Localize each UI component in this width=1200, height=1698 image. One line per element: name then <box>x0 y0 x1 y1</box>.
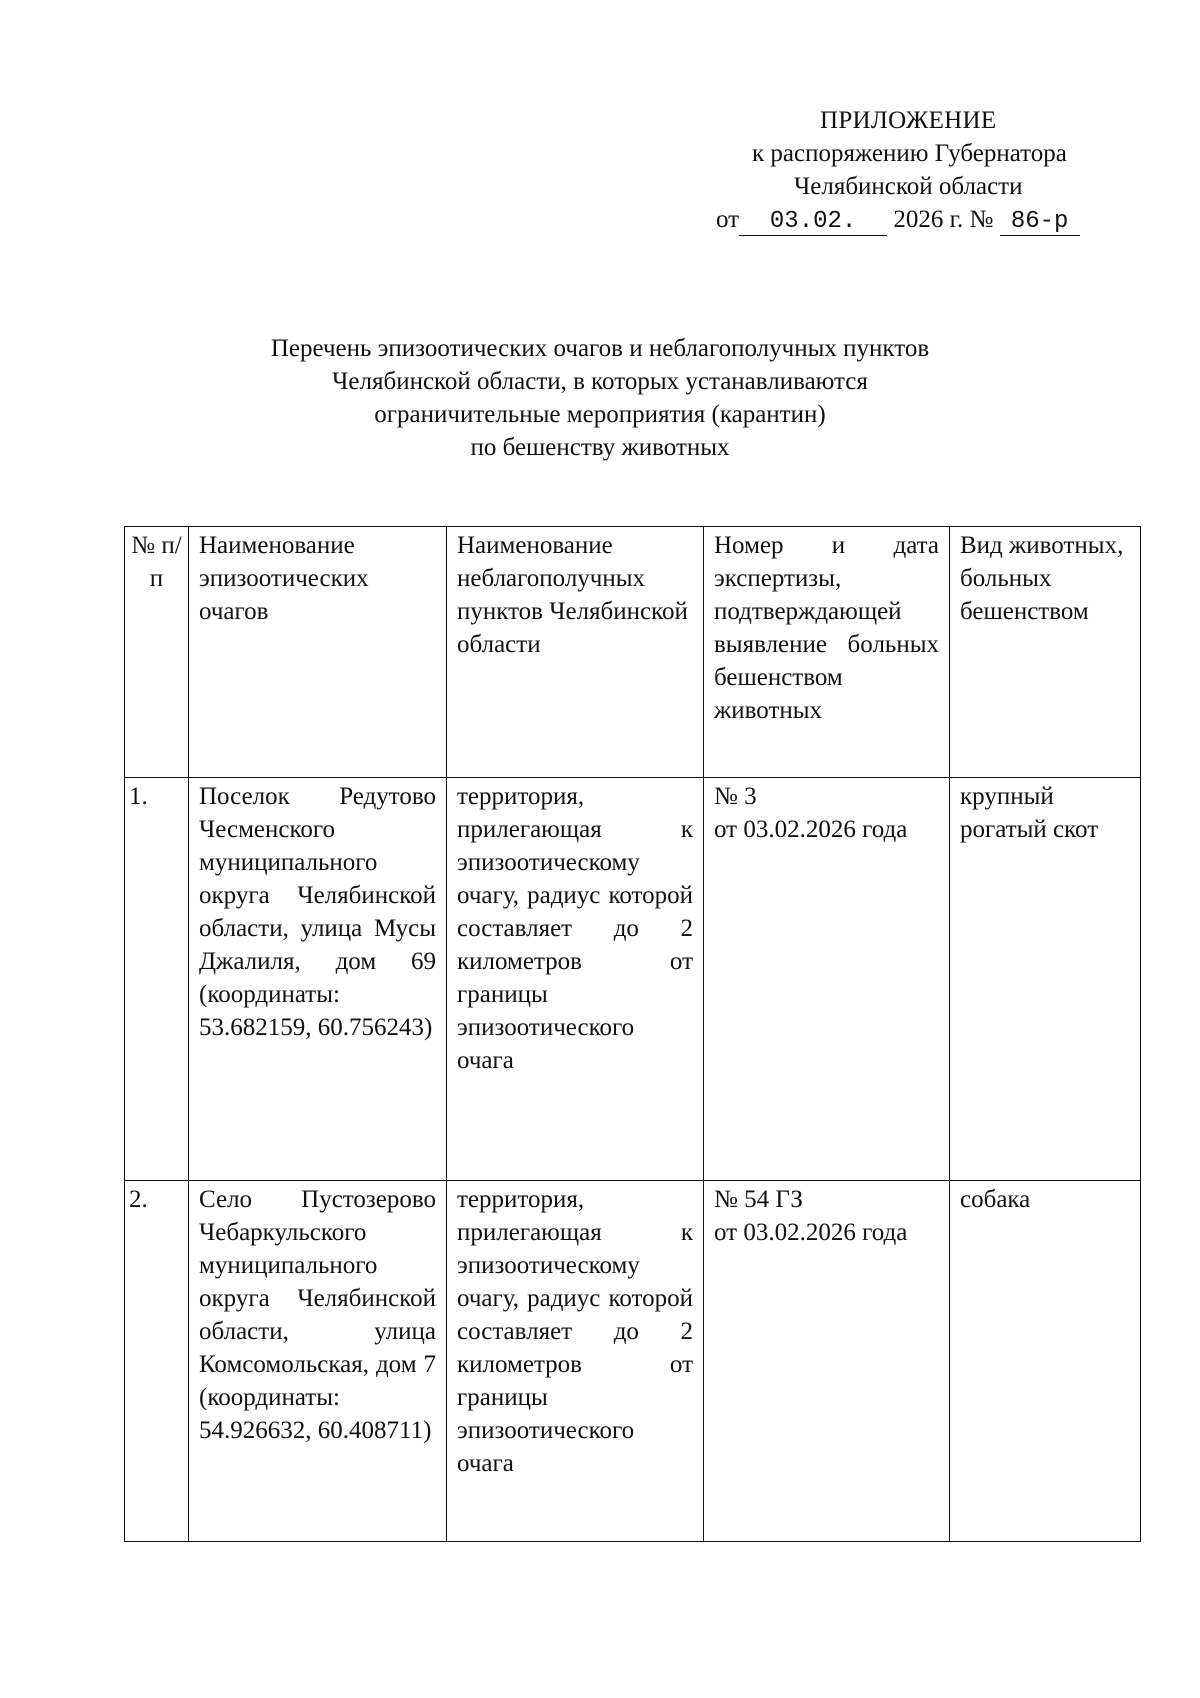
document-title-line-2: Челябинской области, в которых устанавливаются <box>332 368 868 395</box>
row-exam-number: № 3 <box>714 783 757 810</box>
table-header-row <box>125 527 1141 778</box>
document-title-line-4: по бешенству животных <box>470 434 730 461</box>
annex-title: ПРИЛОЖЕНИЕ <box>820 107 997 134</box>
header-number: № п/п <box>125 527 189 778</box>
document-title-line-3: ограничительные мероприятия (карантин) <box>374 401 826 428</box>
document-title-line-1: Перечень эпизоотических очагов и неблагополучных пунктов <box>270 335 930 362</box>
header-exam: Номер и дата экспертизы, подтверждающей выявление больных бешенством животных <box>704 527 950 778</box>
annex-region: Челябинской области <box>794 173 1023 200</box>
row-focus: Село Пустозерово Чебаркульского муниципального округа Челябинской области, улица Комсомольская, дом 7 (координаты: 54.926632, 60.408711) <box>189 1181 447 1542</box>
row-area: территория, прилегающая к эпизоотическому очагу, радиус которой составляет до 2 километров от границы эпизоотического очага <box>447 1181 704 1542</box>
annex-doc-number: 86-р <box>1000 209 1080 236</box>
row-exam <box>704 1181 950 1542</box>
row-focus: Поселок Редутово Чесменского муниципального округа Челябинской области, улица Мусы Джалиля, дом 69 (координаты: 53.682159, 60.756243) <box>189 778 447 1181</box>
quarantine-table <box>124 526 1141 1542</box>
annex-date-line <box>690 203 1130 236</box>
annex-order-reference: к распоряжению Губернатора <box>752 140 1067 167</box>
row-exam-date: от 03.02.2026 года <box>714 816 908 843</box>
annex-date-year: 2026 г. № <box>893 206 994 233</box>
row-area: территория, прилегающая к эпизоотическому очагу, радиус которой составляет до 2 километров от границы эпизоотического очага <box>447 778 704 1181</box>
annex-date-prefix: от <box>716 206 740 233</box>
header-animal: Вид животных, больных бешенством <box>950 527 1141 778</box>
header-focus: Наименование эпизоотических очагов <box>189 527 447 778</box>
row-exam-number: № 54 ГЗ <box>714 1186 803 1213</box>
table-row <box>125 1181 1141 1542</box>
row-number: 2. <box>125 1181 189 1542</box>
row-exam-date: от 03.02.2026 года <box>714 1219 908 1246</box>
row-animal: собака <box>950 1181 1141 1542</box>
row-animal: крупный рогатый скот <box>950 778 1141 1181</box>
row-number: 1. <box>125 778 189 1181</box>
table-row <box>125 778 1141 1181</box>
annex-date-value: 03.02. <box>739 209 887 236</box>
header-area: Наименование неблагополучных пунктов Челябинской области <box>447 527 704 778</box>
row-exam <box>704 778 950 1181</box>
document-title <box>200 332 1000 464</box>
annex-block <box>690 104 1130 236</box>
